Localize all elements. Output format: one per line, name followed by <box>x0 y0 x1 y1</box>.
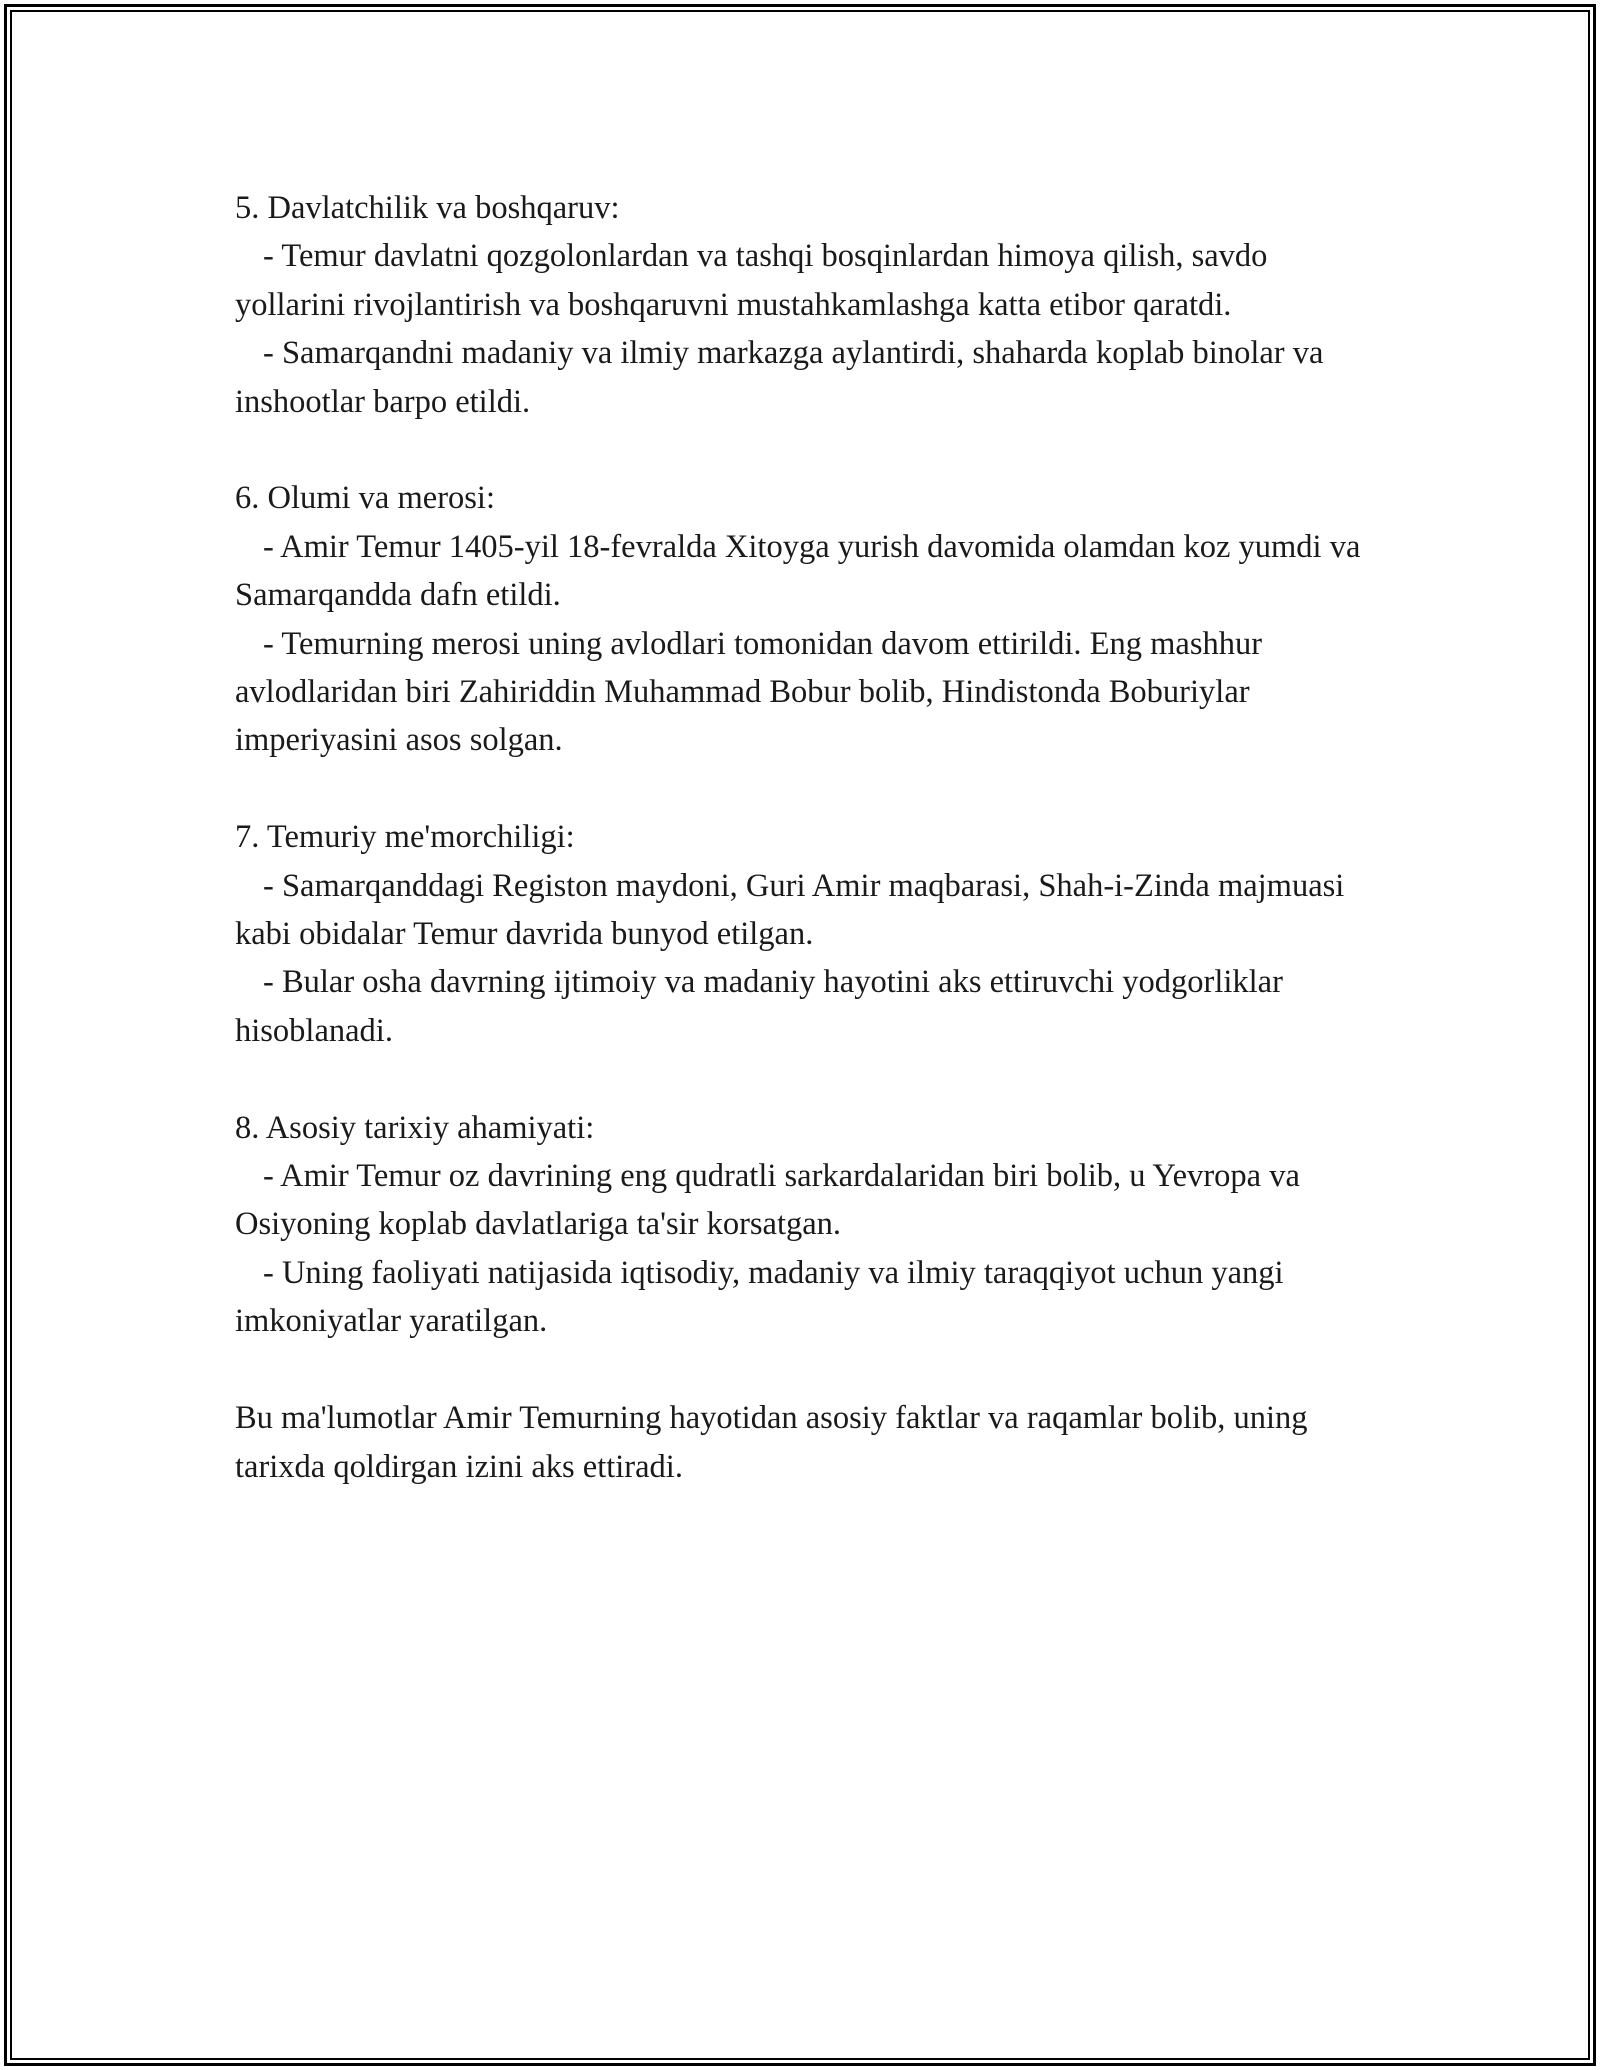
bullet-item: - Uning faoliyati natijasida iqtisodiy, madaniy va ilmiy taraqqiyot uchun yangi imkoniyatlar yaratilgan. <box>235 1254 1292 1340</box>
section-heading: 5. Davlatchilik va boshqaruv: <box>235 190 620 226</box>
closing-paragraph: Bu ma'lumotlar Amir Temurning hayotidan asosiy faktlar va raqamlar bolib, uning tarixda qoldirgan izini aks ettiradi. <box>235 1400 1316 1485</box>
section-heading: 7. Temuriy me'morchiligi: <box>235 819 575 856</box>
section-heading: 8. Asosiy tarixiy ahamiyati: <box>235 1109 595 1146</box>
document-body <box>235 184 1385 1491</box>
bullet-item: - Temurning merosi uning avlodlari tomonidan davom ettirildi. Eng mashhur avlodlaridan biri Zahiriddin Muhammad Bobur bolib, Hindistonda Boburiylar imperiyasini asos solgan. <box>235 625 1271 759</box>
section-ahamiyati <box>235 1104 1385 1346</box>
bullet-item: - Temur davlatni qozgolonlardan va tashqi bosqinlardan himoya qilish, savdo yollarini rivojlantirish va boshqaruvni mustahkamlashga katta etibor qaratdi. <box>235 238 1276 323</box>
bullet-item: - Bular osha davrning ijtimoiy va madaniy hayotini aks ettiruvchi yodgorliklar hisoblanadi. <box>235 964 1292 1049</box>
bullet-item: - Samarqandni madaniy va ilmiy markazga aylantirdi, shaharda koplab binolar va inshootlar barpo etildi. <box>235 335 1332 420</box>
bullet-item: - Samarqanddagi Registon maydoni, Guri Amir maqbarasi, Shah-i-Zinda majmuasi kabi obidalar Temur davrida bunyod etilgan. <box>235 867 1353 953</box>
section-olumi <box>235 474 1385 764</box>
bullet-item: - Amir Temur oz davrining eng qudratli sarkardalaridan biri bolib, u Yevropa va Osiyoning koplab davlatlariga ta'sir korsatgan. <box>235 1158 1308 1243</box>
section-heading: 6. Olumi va merosi: <box>235 480 495 517</box>
section-memorchilik <box>235 813 1385 1055</box>
bullet-item: - Amir Temur 1405-yil 18-fevralda Xitoyga yurish davomida olamdan koz yumdi va Samarqandda dafn etildi. <box>235 528 1369 614</box>
section-davlatchilik <box>235 184 1385 426</box>
